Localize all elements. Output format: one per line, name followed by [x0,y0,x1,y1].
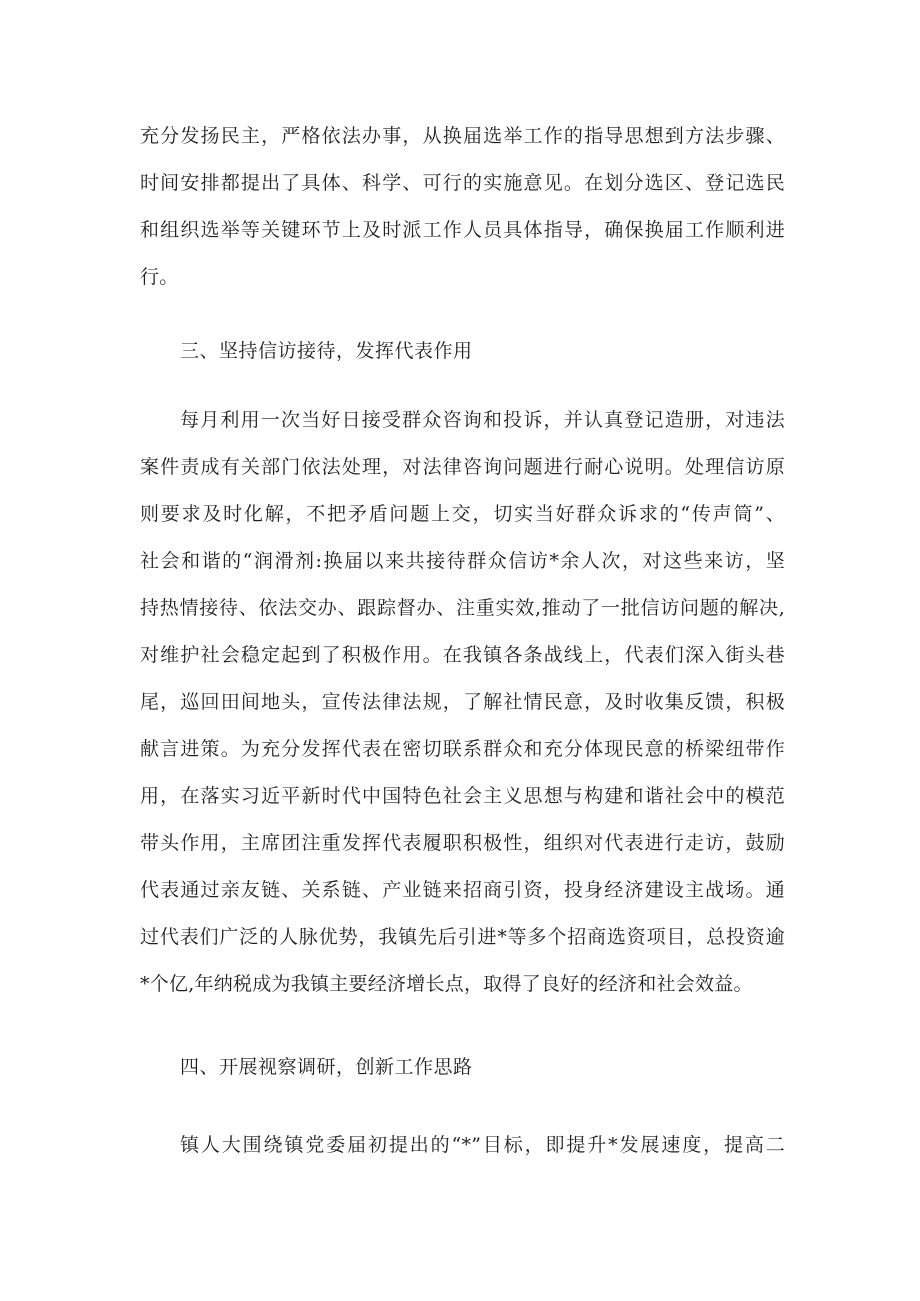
section-heading: 三、坚持信访接待，发挥代表作用 [180,340,473,362]
section-heading: 四、开展视察调研，创新工作思路 [180,1056,473,1078]
paragraph-line: 每月利用一次当好日接受群众咨询和投诉，并认真登记造册，对违法 [180,409,785,431]
paragraph-line: 献言进策。为充分发挥代表在密切联系群众和充分体现民意的桥梁纽带作 [140,738,785,760]
paragraph-line: 充分发扬民主，严格依法办事，从换届选举工作的指导思想到方法步骤、 [140,125,785,147]
paragraph-line: 镇人大围绕镇党委届初提出的“*”目标，即提升*发展速度，提高二 [180,1134,785,1156]
paragraph-line: 和组织选举等关键环节上及时派工作人员具体指导，确保换届工作顺利进 [140,219,785,241]
paragraph-line: 对维护社会稳定起到了积极作用。在我镇各条战线上，代表们深入街头巷 [140,644,785,666]
paragraph-line: 代表通过亲友链、关系链、产业链来招商引资，投身经济建设主战场。通 [140,879,785,901]
paragraph-line: 社会和谐的“润滑剂:换届以来共接待群众信访*余人次，对这些来访，坚 [140,550,785,572]
paragraph-line: *个亿,年纳税成为我镇主要经济增长点，取得了良好的经济和社会效益。 [140,973,753,995]
paragraph-line: 尾，巡回田间地头，宣传法律法规，了解社情民意，及时收集反馈，积极 [140,691,785,713]
paragraph-line: 时间安排都提出了具体、科学、可行的实施意见。在划分选区、登记选民 [140,172,785,194]
paragraph-line: 行。 [140,266,179,288]
paragraph-line: 案件责成有关部门依法处理，对法律咨询问题进行耐心说明。处理信访原 [140,456,785,478]
paragraph-line: 则要求及时化解，不把矛盾问题上交，切实当好群众诉求的“传声筒”、 [140,503,785,525]
paragraph-line: 用，在落实习近平新时代中国特色社会主义思想与构建和谐社会中的模范 [140,785,785,807]
paragraph-line: 过代表们广泛的人脉优势，我镇先后引进*等多个招商选资项目，总投资逾 [140,926,785,948]
paragraph-line: 带头作用，主席团注重发挥代表履职积极性，组织对代表进行走访，鼓励 [140,832,785,854]
paragraph-line: 持热情接待、依法交办、跟踪督办、注重实效,推动了一批信访问题的解决, [140,597,785,619]
